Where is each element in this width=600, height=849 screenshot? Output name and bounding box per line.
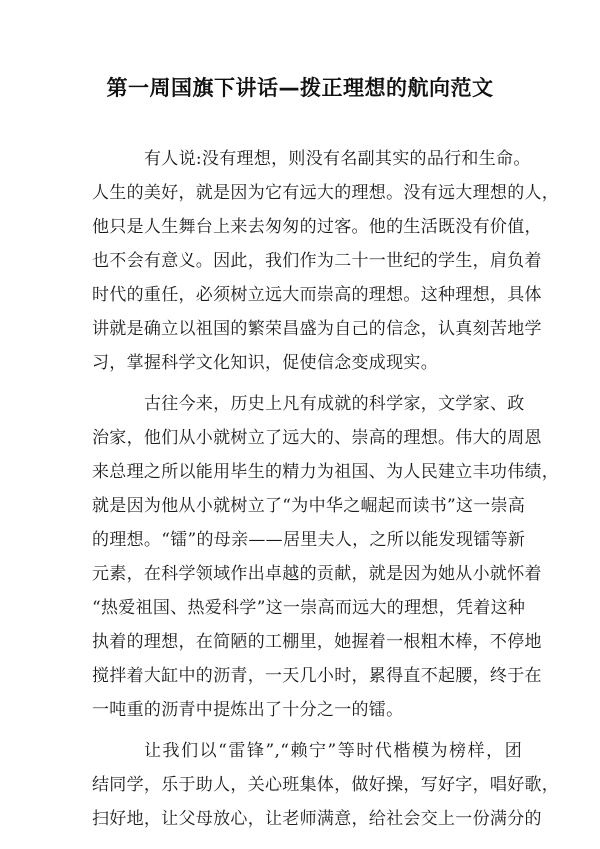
- text-line: 人生的美好，就是因为它有远大的理想。没有远大理想的人，: [92, 183, 560, 203]
- text-line: 治家，他们从小就树立了远大的、崇高的理想。伟大的周恩: [92, 428, 542, 448]
- text-line: 讲就是确立以祖国的繁荣昌盛为自己的信念，认真刻苦地学: [92, 319, 542, 339]
- document-body: [92, 142, 560, 843]
- text-line: 扫好地，让父母放心，让老师满意，给社会交上一份满分的: [92, 809, 542, 829]
- text-line: 的理想。“镭”的母亲——居里夫人，之所以能发现镭等新: [92, 530, 526, 550]
- paragraph-1: [92, 142, 560, 380]
- document-title: 第一周国旗下讲话—拨正理想的航向范文: [106, 76, 494, 100]
- text-line: 元素，在科学领域作出卓越的贡献，就是因为她从小就怀着: [92, 564, 542, 584]
- text-line: 执着的理想，在简陋的工棚里，她握着一根粗木棒，不停地: [92, 632, 542, 652]
- text-line: 有人说:没有理想，则没有名副其实的品行和生命。: [144, 149, 531, 169]
- paragraph-2: [92, 387, 560, 727]
- paragraph-3: [92, 734, 560, 836]
- text-line: 结同学，乐于助人，关心班集体，做好操，写好字，唱好歌，: [92, 775, 560, 795]
- text-line: 就是因为他从小就树立了“为中华之崛起而读书”这一崇高: [92, 496, 526, 516]
- text-line: 古往今来，历史上凡有成就的科学家，文学家、政: [144, 394, 525, 414]
- text-line: 搅拌着大缸中的沥青，一天几小时，累得直不起腰，终于在: [92, 666, 542, 686]
- text-line: 也不会有意义。因此，我们作为二十一世纪的学生，肩负着: [92, 251, 542, 271]
- text-line: 时代的重任，必须树立远大而崇高的理想。这种理想，具体: [92, 285, 542, 305]
- text-line: 他只是人生舞台上来去匆匆的过客。他的生活既没有价值，: [92, 217, 542, 237]
- text-line: “热爱祖国、热爱科学”这一崇高而远大的理想，凭着这种: [92, 598, 526, 618]
- text-line: 来总理之所以能用毕生的精力为祖国、为人民建立丰功伟绩，: [92, 462, 560, 482]
- text-line: 让我们以“雷锋”,“赖宁”等时代楷模为榜样，团: [144, 741, 522, 761]
- text-line: 一吨重的沥青中提炼出了十分之一的镭。: [92, 700, 404, 720]
- text-line: 习，掌握科学文化知识，促使信念变成现实。: [92, 353, 438, 373]
